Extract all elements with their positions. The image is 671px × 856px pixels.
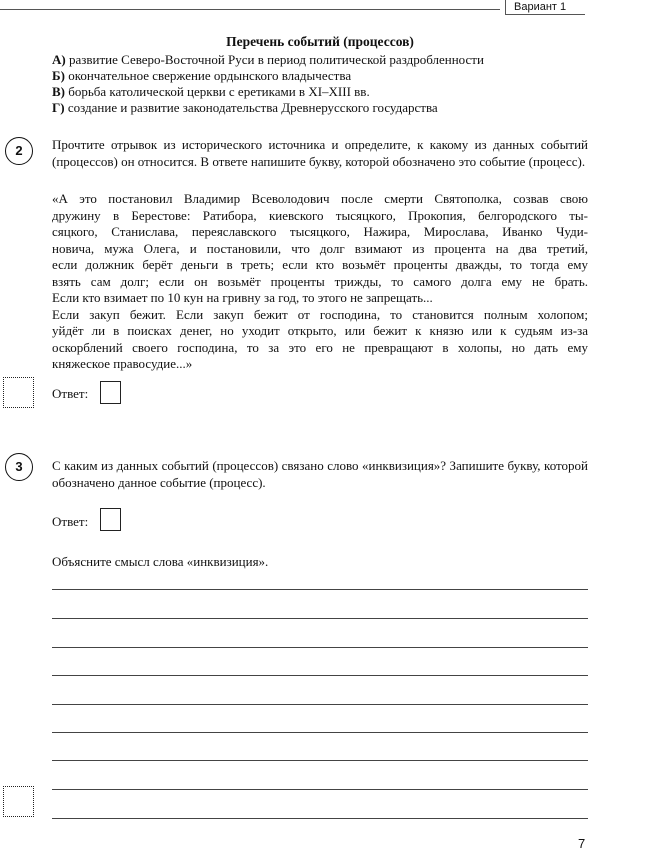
- quote-line: если должник берёт деньги в треть; если кто возьмёт проценты дважды, то тогда ему: [52, 257, 588, 272]
- answer-line[interactable]: [52, 704, 588, 705]
- question-3-number: 3: [5, 453, 33, 481]
- quote-line: взять сам долг; если он возьмёт проценты трижды, то самого долга ему не брать.: [52, 273, 588, 289]
- score-box-q3: [3, 786, 34, 817]
- answer-line[interactable]: [52, 675, 588, 676]
- question-2-answer-box[interactable]: [100, 381, 121, 404]
- score-box-q2: [3, 377, 34, 408]
- events-title: Перечень событий (процессов): [226, 34, 414, 49]
- answer-line[interactable]: [52, 760, 588, 761]
- event-text: создание и развитие законодательства Древнерусского государства: [64, 100, 438, 115]
- page-number: 7: [578, 836, 586, 851]
- variant-label: Вариант 1: [505, 0, 585, 15]
- question-3-answer-label: Ответ:: [52, 514, 89, 529]
- quote-line: дружину в Берестове: Ратибора, киевского тысяцкого, Прокопия, белгородского ты-: [52, 207, 588, 223]
- event-item-b: [52, 68, 592, 84]
- question-3-prompt: С каким из данных событий (процессов) связано слово «инквизиция»? Запишите букву, которой обозначено данное событие (процесс).: [52, 458, 588, 490]
- event-item-a: [52, 52, 592, 68]
- quote-line: «А это постановил Владимир Всеволодович после смерти Святополка, созвав свою: [52, 191, 588, 206]
- event-letter: В): [52, 84, 65, 99]
- event-text: развитие Северо-Восточной Руси в период политической раздробленности: [65, 52, 484, 67]
- quote-line: Если кто взимает по 10 кун на гривну за год, то этого не запрещать...: [52, 290, 433, 305]
- event-item-g: [52, 100, 592, 116]
- question-3-explain-prompt: Объясните смысл слова «инквизиция».: [52, 554, 269, 569]
- event-item-v: [52, 84, 592, 100]
- event-text: борьба католической церкви с еретиками в XI–XIII вв.: [65, 84, 370, 99]
- header-rule: [0, 9, 500, 10]
- answer-line[interactable]: [52, 589, 588, 590]
- event-letter: Б): [52, 68, 65, 83]
- answer-line[interactable]: [52, 618, 588, 619]
- question-2-number: 2: [5, 137, 33, 165]
- answer-line[interactable]: [52, 789, 588, 790]
- answer-line[interactable]: [52, 647, 588, 648]
- question-2-source-quote: [52, 191, 588, 373]
- quote-line: уйдёт ли в поисках денег, но уходит открыто, или бежит к князю или к судьям из-за: [52, 323, 588, 338]
- question-2-prompt: Прочтите отрывок из исторического источника и определите, к какому из данных событий (процессов) он относится. В ответе напишите букву, которой обозначено это событие (процесс).: [52, 137, 588, 169]
- quote-line: княжеское правосудие...»: [52, 356, 193, 371]
- event-letter: Г): [52, 100, 65, 115]
- event-letter: А): [52, 52, 66, 67]
- event-text: окончательное свержение ордынского владычества: [64, 68, 352, 83]
- events-list: [52, 52, 592, 116]
- quote-line: сяцкого, Станислава, переяславского тысяцкого, Нажира, Мирослава, Иванко Чуди-: [52, 224, 588, 239]
- question-2-answer-label: Ответ:: [52, 386, 89, 401]
- quote-line: новича, мужа Олега, и постановили, что долг взимают из процента на два третий,: [52, 240, 588, 256]
- quote-line: Если закуп бежит. Если закуп бежит от господина, то становится полным холопом;: [52, 306, 588, 322]
- quote-line: оскорблений своего господина, то за это его не превращают в холопы, но дать ему: [52, 339, 588, 355]
- question-3-answer-box[interactable]: [100, 508, 121, 531]
- answer-line[interactable]: [52, 732, 588, 733]
- answer-line[interactable]: [52, 818, 588, 819]
